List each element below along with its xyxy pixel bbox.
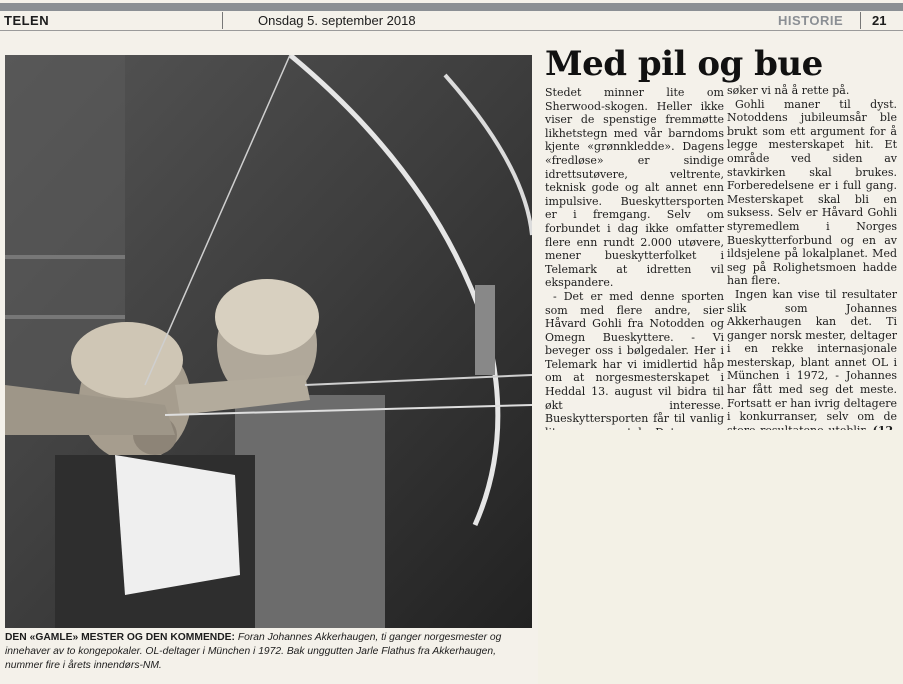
section-name: HISTORIE [778, 13, 844, 28]
blank-area [538, 430, 903, 684]
header-divider [222, 12, 223, 29]
paragraph: Gohli maner til dyst. Notoddens jubileumsår ble brukt som ett argument for å legge mesterskapet hit. Et område ved siden av stavkirken skal brukes. Forberedelsene er i full gang. Mesterskapet skal bli en suksess. Selv er Håvard Gohli styremedlem i Norges Bueskytterforbund og en av ildsjelene på lokalplanet. Med seg på Rolighetsmoen hadde han flere. [727, 97, 897, 288]
article-headline: Med pil og bue [545, 44, 823, 84]
header-divider [860, 12, 861, 29]
archery-photo [5, 55, 532, 628]
paragraph: søker vi nå å rette på. [727, 84, 850, 97]
paragraph: - Det er med denne sporten som med flere andre, sier Håvard Gohli fra Notodden og Omegn Bueskyttere. - Vi beveger oss i bølgedaler. Her i Telemark har vi imidlertid håp om at norgesmesterskapet i Heddal 13. august vil bidra til økt interesse. Bueskyttersporten får til vanlig [545, 289, 724, 426]
caption-lead: DEN «GAMLE» MESTER OG DEN KOMMENDE: [5, 632, 235, 643]
photo-caption [5, 631, 535, 673]
page-number: 21 [872, 13, 887, 28]
page-header [0, 0, 903, 31]
issue-date: Onsdag 5. september 2018 [258, 13, 416, 28]
paragraph [727, 288, 897, 451]
paragraph: Stedet minner lite om Sherwood-skogen. Heller ikke viser de spenstige fremmøtte likhetstegn med vår barndoms kjente «grønnkledde». Dagens «fredløse» er sindige idrettsutøvere, veltrente, teknisk gode og alt annet enn impulsive. Bueskyttersporten er i fremgang. Selv om forbundet i dag ikke omfatter flere enn rundt 2.000 utøvere, mener bueskytterfolket i Telemark at idretten vil ekspandere. [545, 86, 724, 290]
article-column-2 [727, 84, 897, 451]
paragraph-text: Ingen kan vise til resultater slik som Johannes Akkerhaugen kan det. Ti ganger norsk mester, deltager i en rekke internasjonale mesterskap, blant annet OL i München i 1972, - Johannes har fått med seg det meste. Fortsatt er han ivrig deltagere i konkurranser, selv om de [727, 287, 897, 424]
article-column-1 [545, 86, 724, 439]
header-bar [0, 3, 903, 11]
caption-text: Foran Johannes Akkerhaugen, ti ganger norgesmester og innehaver av to kongepokaler. OL-deltager i München i 1972. Bak unggutten Jarle Flathus fra Akkerhaugen, nummer fire i årets innendørs-NM. [5, 632, 502, 671]
paper-name: TELEN [4, 13, 50, 28]
archery-photo-image [5, 55, 532, 628]
